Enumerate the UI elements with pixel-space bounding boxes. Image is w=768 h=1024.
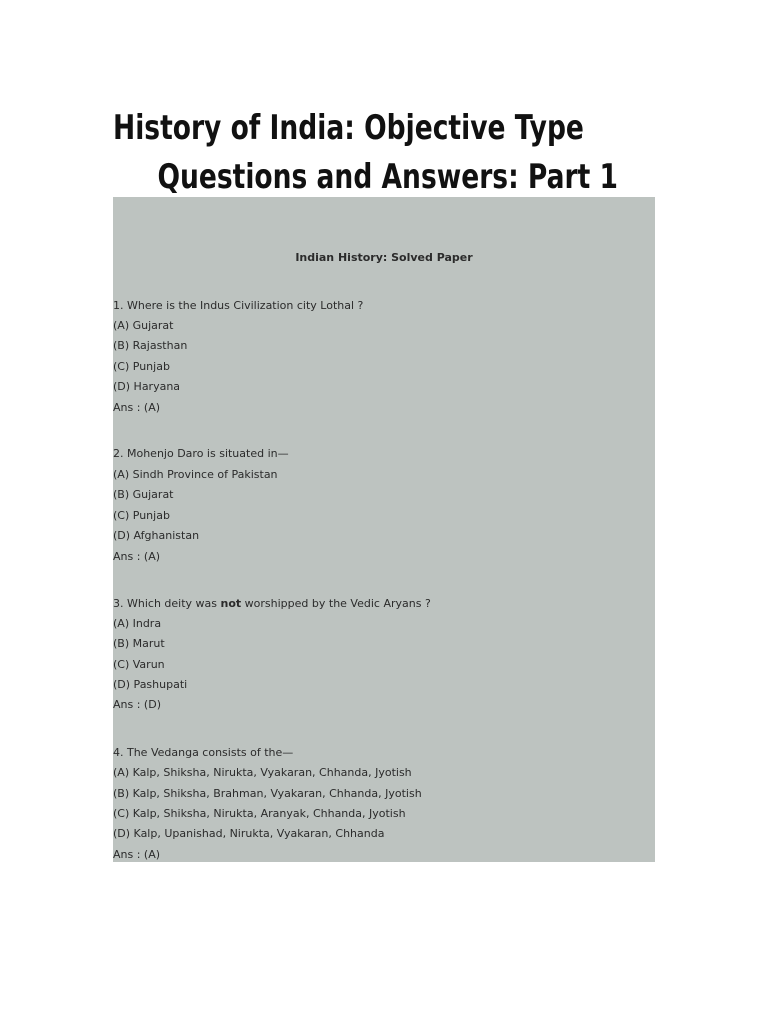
question-2-option-c: (C) Punjab: [113, 509, 170, 522]
question-2-option-b: (B) Gujarat: [113, 488, 174, 501]
question-3-option-c: (C) Varun: [113, 658, 165, 671]
question-4-option-a: (A) Kalp, Shiksha, Nirukta, Vyakaran, Chhanda, Jyotish: [113, 766, 412, 779]
question-2-option-d: (D) Afghanistan: [113, 529, 200, 542]
page-title-line-2: Questions and Answers: Part 1: [157, 157, 618, 197]
question-2-answer: Ans : (A): [113, 550, 161, 563]
question-1-text: 1. Where is the Indus Civilization city Lothal ?: [113, 299, 364, 312]
question-4-answer: Ans : (A): [113, 848, 161, 861]
question-3-text-emphasis: not: [220, 597, 242, 610]
question-3-option-d: (D) Pashupati: [113, 678, 188, 691]
question-1-option-d: (D) Haryana: [113, 380, 181, 393]
question-1-option-a: (A) Gujarat: [113, 319, 174, 332]
question-4-option-d: (D) Kalp, Upanishad, Nirukta, Vyakaran, Chhanda: [113, 827, 385, 840]
question-1-answer: Ans : (A): [113, 401, 161, 414]
question-3-option-a: (A) Indra: [113, 617, 162, 630]
solved-paper-heading: Indian History: Solved Paper: [295, 251, 473, 264]
question-1-option-c: (C) Punjab: [113, 360, 170, 373]
question-2-option-a: (A) Sindh Province of Pakistan: [113, 468, 278, 481]
question-1-option-b: (B) Rajasthan: [113, 339, 188, 352]
question-4-option-c: (C) Kalp, Shiksha, Nirukta, Aranyak, Chhanda, Jyotish: [113, 807, 406, 820]
solved-paper-panel: [113, 197, 655, 862]
question-3-answer: Ans : (D): [113, 698, 161, 711]
page-title-line-1: History of India: Objective Type: [113, 108, 584, 148]
question-2-text: 2. Mohenjo Daro is situated in—: [113, 447, 289, 460]
page-title: [113, 104, 618, 202]
question-3-text-end: worshipped by the Vedic Aryans ?: [241, 597, 431, 610]
question-4-option-b: (B) Kalp, Shiksha, Brahman, Vyakaran, Chhanda, Jyotish: [113, 787, 422, 800]
question-3-text-start: 3. Which deity was: [113, 597, 221, 610]
question-3-option-b: (B) Marut: [113, 637, 165, 650]
question-3-text: [113, 597, 431, 611]
question-4-text: 4. The Vedanga consists of the—: [113, 746, 294, 759]
